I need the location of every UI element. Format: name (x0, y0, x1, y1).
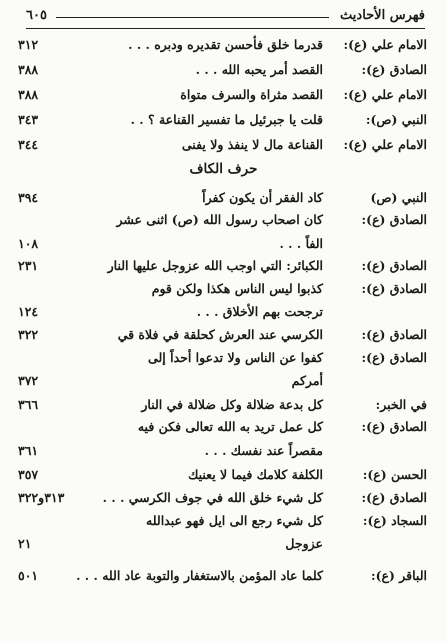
entry-speaker: الصادق (ع): (361, 350, 427, 365)
entry-text: الكلفة كلامك فيما لا يعنيك (188, 467, 323, 482)
entry-page: ٣٨٨ (18, 62, 39, 77)
entry-text: كل عمل تريد به الله تعالى فكن فيه (137, 419, 323, 434)
entry-speaker: الصادق (ع): (361, 327, 427, 342)
index-entry (18, 513, 427, 535)
entry-text: القصد أمر يحبه الله . . . (195, 62, 323, 77)
index-entry (18, 443, 427, 465)
entry-speaker: الامام علي (ع): (343, 137, 427, 152)
index-entry (18, 350, 427, 372)
entry-speaker: الصادق (ع): (361, 490, 427, 505)
entry-speaker: السجاد (ع): (362, 513, 427, 528)
entry-speaker: الامام علي (ع): (343, 37, 427, 52)
index-entry (18, 112, 427, 134)
entry-speaker: الصادق (ع): (361, 419, 427, 434)
entry-text: كاد الفقر أن يكون كفراً (202, 190, 323, 205)
entry-page: ٢٣١ (18, 258, 39, 273)
entry-text: الفاً . . . (279, 236, 323, 251)
entry-text: قدرما خلق فأحسن تقديره ودبره . . . (128, 37, 323, 52)
entry-speaker: في الخبر: (375, 397, 427, 412)
entry-page: ٣٦١ (18, 443, 39, 458)
index-entry (18, 190, 427, 212)
entry-page: ٢١ (18, 536, 32, 551)
entry-page: ٣٤٤ (18, 137, 39, 152)
entry-text: الكرسي عند العرش كحلقة في فلاة قي (117, 327, 323, 342)
entry-page: ٣٨٨ (18, 87, 39, 102)
entry-page: ٥٠١ (18, 568, 39, 583)
entry-text: كذبوا ليس الناس هكذا ولكن قوم (151, 281, 323, 296)
entry-text: كلما عاد المؤمن بالاستغفار والتوبة عاد الله . . . (76, 568, 323, 583)
entry-page: ١٢٤ (18, 304, 39, 319)
index-entry (18, 62, 427, 84)
entry-text: الكبائر: التي اوجب الله عزوجل عليها النار (107, 258, 323, 273)
entry-speaker: الصادق (ع): (361, 62, 427, 77)
index-entry (18, 419, 427, 441)
index-entry (18, 536, 427, 558)
entry-speaker: النبي (ص): (365, 112, 427, 127)
page-number: ٦٠٥ (26, 8, 47, 23)
index-entry (18, 568, 427, 590)
index-entry (18, 212, 427, 234)
entry-speaker: الامام علي (ع): (343, 87, 427, 102)
index-entry (18, 137, 427, 159)
index-entry (18, 373, 427, 395)
section-heading: حرف الكاف (189, 161, 258, 177)
page-header (26, 6, 425, 29)
entry-text: كل شيء خلق الله في جوف الكرسي . . . (102, 490, 323, 505)
entry-text: القناعة مال لا ينفذ ولا يفنى (181, 137, 323, 152)
entry-text: كل شيء رجع الى ايل فهو عبدالله (146, 513, 323, 528)
entry-page: ٣١٢ (18, 37, 39, 52)
index-entry (18, 304, 427, 326)
entry-page: ٣٦٦ (18, 397, 39, 412)
entry-text: كان اصحاب رسول الله (ص) اثنى عشر (116, 212, 323, 227)
index-entry (18, 258, 427, 280)
index-entry (18, 281, 427, 303)
entry-page: ٣٤٣ (18, 112, 39, 127)
entry-speaker: الباقر (ع): (371, 568, 427, 583)
header-title: فهرس الأحاديث (340, 8, 425, 23)
index-entry (18, 490, 427, 512)
entry-page: ٣١٣و٣٢٢ (18, 490, 65, 505)
entry-text: ترجحت بهم الأخلاق . . . (196, 304, 323, 319)
entry-speaker: الصادق (ع): (361, 258, 427, 273)
index-entry (18, 37, 427, 59)
entry-page: ٣٧٢ (18, 373, 39, 388)
index-entry (18, 236, 427, 258)
index-entry (18, 397, 427, 419)
entry-speaker: الصادق (ع): (361, 281, 427, 296)
entry-page: ٣٢٢ (18, 327, 39, 342)
entry-speaker: النبي (ص) (370, 190, 427, 205)
entry-page: ١٠٨ (18, 236, 39, 251)
entry-text: مقصراً عند نفسك . . . (204, 443, 323, 458)
index-entry (18, 87, 427, 109)
entry-text: عزوجل (285, 536, 323, 551)
entry-text: كفوا عن الناس ولا تدعوا أحداً إلى (148, 350, 323, 365)
entry-text: القصد مثراة والسرف متواة (180, 87, 323, 102)
index-entry (18, 327, 427, 349)
entry-speaker: الصادق (ع): (361, 212, 427, 227)
entry-speaker: الحسن (ع): (362, 467, 427, 482)
header-rule (56, 17, 329, 18)
entry-text: قلت يا جبرئيل ما تفسير القناعة ؟ . . (130, 112, 323, 127)
entry-text: كل بدعة ضلالة وكل ضلالة في النار (141, 397, 323, 412)
entry-page: ٣٩٤ (18, 190, 39, 205)
index-entry (18, 467, 427, 489)
entry-page: ٣٥٧ (18, 467, 39, 482)
entry-text: أمركم (291, 373, 323, 388)
